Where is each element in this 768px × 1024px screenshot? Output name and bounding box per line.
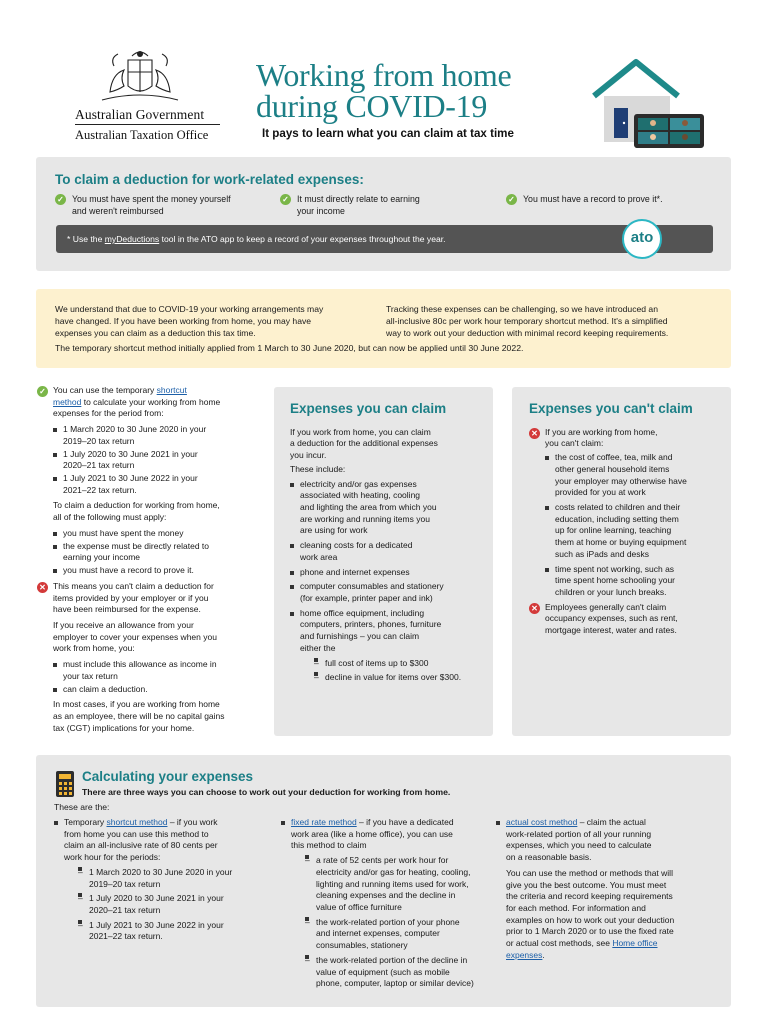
calculating-subtitle: There are three ways you can choose to work out your deduction for working from home.	[82, 787, 451, 797]
claim-condition: ✓ It must directly relate to earning your income	[280, 194, 480, 218]
cant-claim-panel	[512, 387, 731, 736]
list-item: home office equipment, including computers, printers, phones, furniture and furnishings – you can claim either the – full cost of items up to $300 – decline in value for items over $300.	[290, 608, 477, 684]
list-item: the cost of coffee, tea, milk and other general household items your employer may otherwise have provided for you at work	[545, 452, 714, 499]
cant-claim-note: ✕ This means you can't claim a deduction for items provided by your employer or if you have been reimbursed for the expense.	[37, 581, 262, 616]
list-item: fixed rate method – if you have a dedicated work area (like a home office), you can use this method to claim – a rate of 52 cents per work hour for electricity and/or gas for heating, cooling, lighting and running items used for work, cleaning expenses and the decline in value of office furniture – the work-related portion of your phone and internet expenses, computer consumables, stationery – the work-related portion of the decline in value of equipment (such as mobile phone, computer, laptop or similar device)	[281, 817, 496, 990]
calculating-expenses-panel	[36, 755, 731, 1007]
shortcut-method-link[interactable]: method	[53, 396, 82, 407]
can-claim-title: Expenses you can claim	[290, 401, 447, 416]
can-claim-list	[290, 479, 477, 685]
can-claim-include: These include:	[290, 463, 346, 474]
list-item: 1 July 2021 to 30 June 2022 in your 2021–22 tax return.	[53, 473, 262, 496]
cant-claim-list	[529, 452, 714, 599]
page-title	[256, 57, 512, 124]
cgt-text: In most cases, if you are working from home as an employee, there will be no capital gains tax (CGT) implications for your home.	[53, 699, 225, 733]
shortcut-method-column	[54, 817, 274, 946]
list-item: – the work-related portion of the decline in value of equipment (such as mobile phone, computer, laptop or similar device)	[305, 955, 496, 990]
home-office-expenses-link[interactable]: expenses	[506, 949, 543, 960]
list-item: – the work-related portion of your phone and internet expenses, computer consumables, stationery	[305, 917, 496, 952]
claim-requirements-title: To claim a deduction for work-related expenses:	[55, 172, 364, 187]
shortcut-method-column	[37, 385, 262, 738]
list-item: 1 July 2020 to 30 June 2021 in your 2020–21 tax return	[53, 449, 262, 472]
list-item: – 1 March 2020 to 30 June 2020 in your 2019–20 tax return	[78, 867, 274, 890]
list-item: computer consumables and stationery (for example, printer paper and ink)	[290, 581, 477, 604]
header-divider	[75, 124, 220, 125]
occupancy-note: ✕ Employees generally can't claim occupancy expenses, such as rent, mortgage interest, water and rates.	[529, 602, 714, 637]
list-item: 1 March 2020 to 30 June 2020 in your 2019–20 tax return	[53, 424, 262, 447]
page-subtitle: It pays to learn what you can claim at tax time	[262, 127, 514, 140]
claim-requirements-panel	[36, 157, 731, 271]
covid-notice-panel	[36, 289, 731, 368]
shortcut-method-link[interactable]: shortcut method	[106, 817, 168, 827]
can-claim-intro: If you work from home, you can claim a deduction for the additional expenses you incur.	[290, 426, 438, 461]
cross-icon: ✕	[37, 582, 48, 593]
actual-cost-method-link[interactable]: actual cost method	[506, 817, 578, 827]
must-apply-list	[37, 528, 262, 577]
allowance-list	[37, 659, 262, 695]
claim-condition: ✓ You must have a record to prove it*.	[506, 194, 716, 206]
ato-logo: ato	[622, 219, 662, 259]
shortcut-periods-list	[37, 424, 262, 496]
cant-claim-title: Expenses you can't claim	[529, 401, 693, 416]
title-line-1: Working from home	[256, 57, 512, 93]
cross-icon: ✕	[529, 428, 540, 439]
list-item: – 1 July 2020 to 30 June 2021 in your 2020–21 tax return	[78, 893, 274, 916]
list-item: – full cost of items up to $300	[314, 658, 477, 670]
cant-claim-intro: ✕ If you are working from home, you can't claim:	[529, 427, 714, 450]
house-illustration-icon	[590, 56, 710, 154]
list-item: you must have a record to prove it.	[53, 565, 262, 577]
notice-footer: The temporary shortcut method initially applied from 1 March to 30 June 2020, but can now be applied until 30 June 2022.	[55, 343, 524, 353]
list-item: – decline in value for items over $300.	[314, 672, 477, 684]
equipment-sublist	[300, 658, 477, 684]
allowance-text: If you receive an allowance from your employer to cover your expenses when you work from home, you:	[53, 619, 217, 654]
tick-icon: ✓	[280, 194, 291, 205]
list-item: phone and internet expenses	[290, 567, 477, 579]
calculating-title: Calculating your expenses	[82, 769, 254, 784]
calculator-icon	[56, 771, 74, 797]
list-item: costs related to children and their education, including setting them up for online learning, teaching them at home or buying equipment such as iPads and desks	[545, 502, 714, 561]
agency-name: Australian Taxation Office	[75, 128, 209, 142]
list-item: can claim a deduction.	[53, 684, 262, 696]
fixed-rate-method-column	[281, 817, 496, 993]
title-line-2: during COVID-19	[256, 88, 488, 124]
list-item: actual cost method – claim the actual work-related portion of all your running expenses, which you need to calculate on a reasonable basis.	[496, 817, 721, 864]
actual-cost-method-column	[496, 817, 721, 962]
list-item: electricity and/or gas expenses associated with heating, cooling and lighting the area from which you are working and running items you are using for work	[290, 479, 477, 538]
notice-left-text: We understand that due to COVID-19 your working arrangements may have changed. If you have been working from home, you may have expenses you can claim as a deduction this tax time.	[55, 304, 324, 339]
shortcut-method-link[interactable]: shortcut	[156, 385, 187, 395]
list-item: – a rate of 52 cents per work hour for electricity and/or gas for heating, cooling, lighting and running items used for work, cleaning expenses and the decline in value of office furniture	[305, 855, 496, 914]
list-item: – 1 July 2021 to 30 June 2022 in your 2021–22 tax return.	[78, 920, 274, 943]
claim-condition: ✓ You must have spent the money yourself and weren't reimbursed	[55, 194, 270, 218]
method-choice-text: You can use the method or methods that will give you the best outcome. You must meet the criteria and record keeping requirements for each method. For information and examples on how to work out your deduction prior to 1 March 2020 or to use the fixed rate or actual cost methods, see Home office expenses.	[506, 867, 675, 960]
cross-icon: ✕	[529, 603, 540, 614]
coat-of-arms-icon	[80, 46, 200, 106]
mydeductions-tip-bar: * Use the myDeductions tool in the ATO app to keep a record of your expenses throughout the year. ato	[56, 225, 713, 253]
mydeductions-link[interactable]: myDeductions	[104, 234, 160, 244]
calculating-intro: These are the:	[54, 802, 110, 812]
list-item: you must have spent the money	[53, 528, 262, 540]
list-item: the expense must be directly related to earning your income	[53, 541, 262, 564]
home-office-expenses-link[interactable]: Home office	[612, 938, 658, 949]
list-item: Temporary shortcut method – if you work from home you can use this method to claim an all-inclusive rate of 80 cents per work hour for the periods: – 1 March 2020 to 30 June 2020 in your 2019–20 tax return – 1 July 2020 to 30 June 2021 in your 2020–21 tax return – 1 July 2021 to 30 June 2022 in your 2021–22 tax return.	[54, 817, 274, 943]
shortcut-intro: ✓ You can use the temporary shortcut method to calculate your working from home expenses for the period from:	[37, 385, 262, 420]
government-name: Australian Government	[75, 107, 205, 122]
tick-icon: ✓	[37, 386, 48, 397]
can-claim-panel	[274, 387, 493, 736]
tick-icon: ✓	[55, 194, 66, 205]
list-item: time spent not working, such as time spent home schooling your children or your lunch breaks.	[545, 564, 714, 599]
notice-right-text: Tracking these expenses can be challenging, so we have introduced an all-inclusive 80c per work hour temporary shortcut method. It's a simplified way to work out your deduction with minimal record keeping requirements.	[386, 304, 669, 339]
must-apply-text: To claim a deduction for working from home, all of the following must apply:	[53, 500, 220, 523]
fixed-rate-method-link[interactable]: fixed rate method	[291, 817, 357, 827]
list-item: cleaning costs for a dedicated work area	[290, 540, 477, 563]
tick-icon: ✓	[506, 194, 517, 205]
list-item: must include this allowance as income in your tax return	[53, 659, 262, 682]
